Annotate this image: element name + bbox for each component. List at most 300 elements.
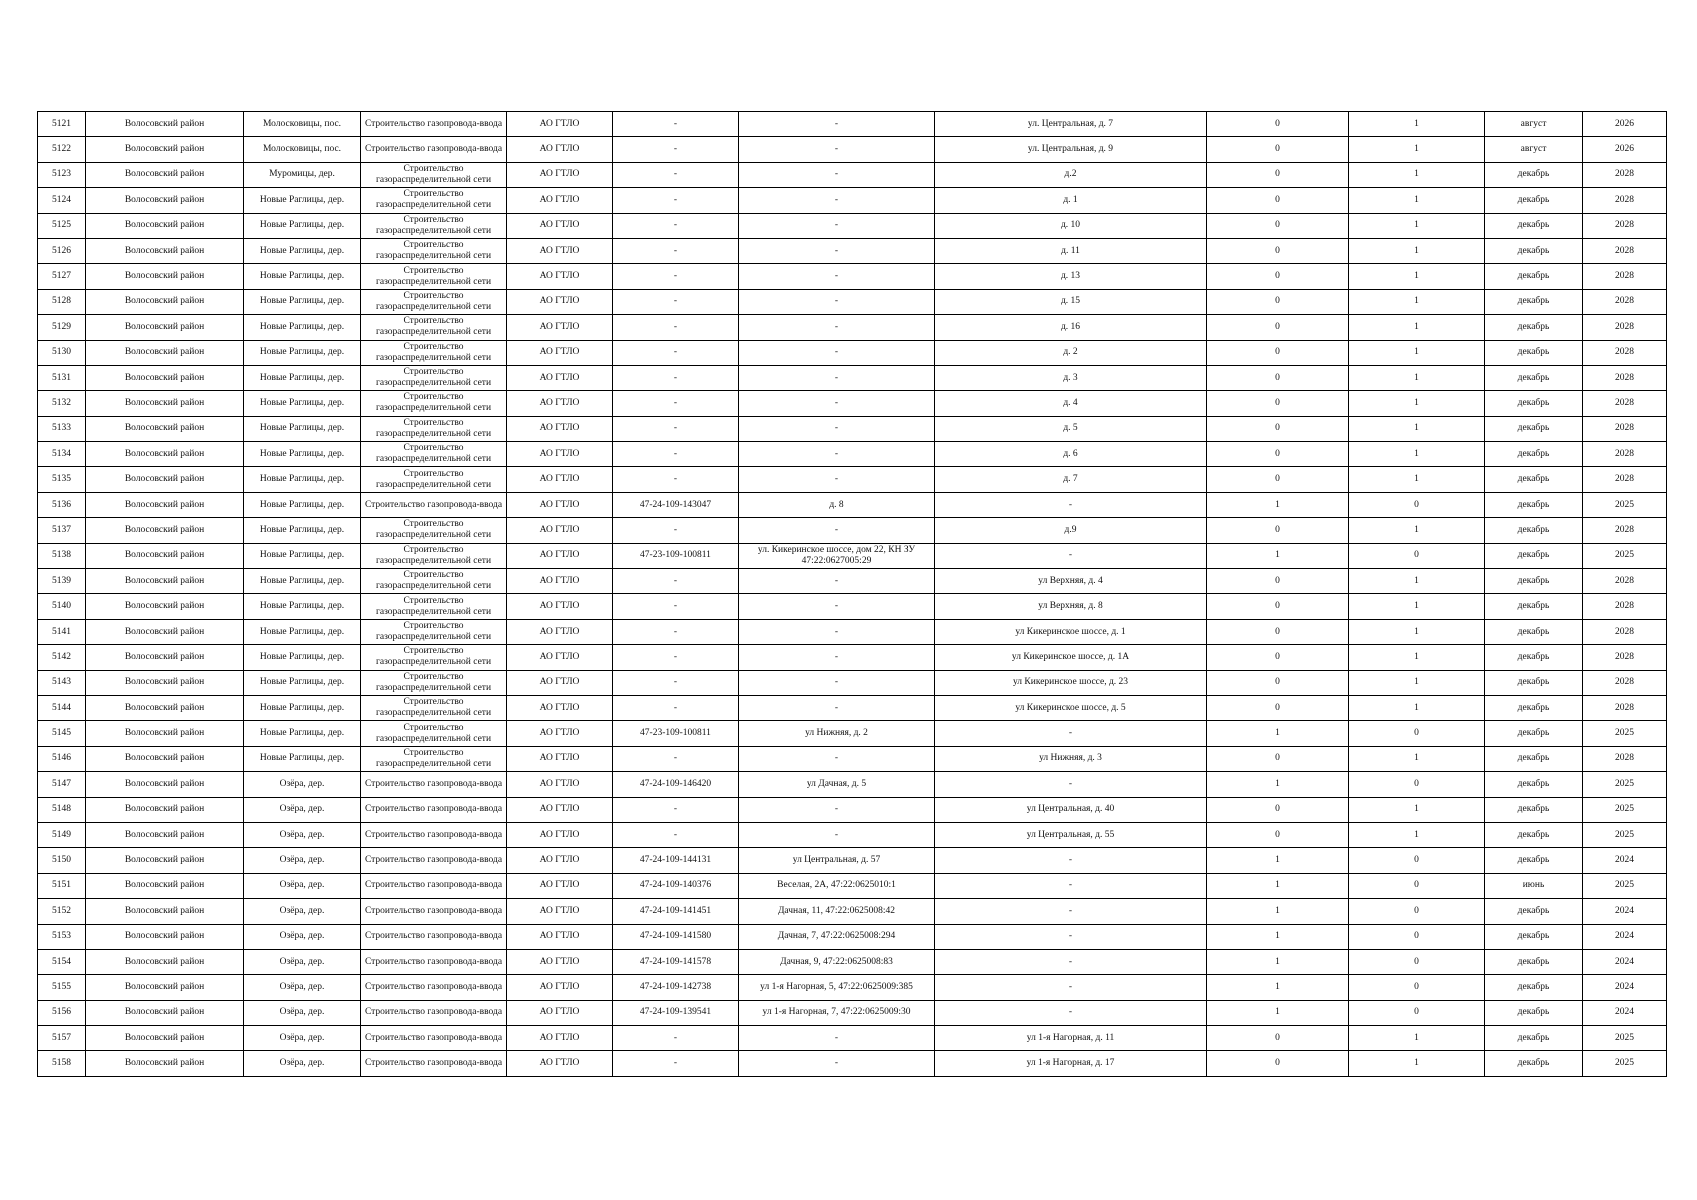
count-a-cell: 0 bbox=[1207, 467, 1349, 492]
count-a-cell: 0 bbox=[1207, 822, 1349, 847]
organization-cell: АО ГТЛО bbox=[507, 619, 613, 644]
month-cell: декабрь bbox=[1485, 518, 1583, 543]
organization-cell: АО ГТЛО bbox=[507, 1051, 613, 1076]
count-b-cell: 1 bbox=[1349, 822, 1485, 847]
application-number-cell: - bbox=[613, 112, 739, 137]
count-a-cell: 1 bbox=[1207, 924, 1349, 949]
application-address-cell: - bbox=[739, 1051, 935, 1076]
year-cell: 2026 bbox=[1583, 137, 1667, 162]
object-address-cell: д. 6 bbox=[935, 442, 1207, 467]
table-row bbox=[38, 645, 1667, 670]
table-row bbox=[38, 162, 1667, 187]
application-number-cell: 47-23-109-100811 bbox=[613, 721, 739, 746]
row-number-cell: 5123 bbox=[38, 162, 86, 187]
application-address-cell: ул Центральная, д. 57 bbox=[739, 848, 935, 873]
settlement-cell: Новые Раглицы, дер. bbox=[244, 670, 361, 695]
row-number-cell: 5122 bbox=[38, 137, 86, 162]
settlement-cell: Озёра, дер. bbox=[244, 975, 361, 1000]
year-cell: 2028 bbox=[1583, 594, 1667, 619]
district-cell: Волосовский район bbox=[86, 1026, 244, 1051]
year-cell: 2028 bbox=[1583, 289, 1667, 314]
application-number-cell: - bbox=[613, 365, 739, 390]
district-cell: Волосовский район bbox=[86, 645, 244, 670]
organization-cell: АО ГТЛО bbox=[507, 721, 613, 746]
year-cell: 2028 bbox=[1583, 315, 1667, 340]
year-cell: 2028 bbox=[1583, 746, 1667, 771]
object-address-cell: ул Кикеринское шоссе, д. 23 bbox=[935, 670, 1207, 695]
work-type-cell: Строительство газораспределительной сети bbox=[361, 442, 507, 467]
application-address-cell: ул 1-я Нагорная, 5, 47:22:0625009:385 bbox=[739, 975, 935, 1000]
count-a-cell: 0 bbox=[1207, 569, 1349, 594]
row-number-cell: 5144 bbox=[38, 695, 86, 720]
organization-cell: АО ГТЛО bbox=[507, 188, 613, 213]
work-type-cell: Строительство газораспределительной сети bbox=[361, 569, 507, 594]
year-cell: 2028 bbox=[1583, 365, 1667, 390]
object-address-cell: ул Центральная, д. 55 bbox=[935, 822, 1207, 847]
count-a-cell: 0 bbox=[1207, 391, 1349, 416]
organization-cell: АО ГТЛО bbox=[507, 645, 613, 670]
settlement-cell: Озёра, дер. bbox=[244, 924, 361, 949]
year-cell: 2024 bbox=[1583, 1000, 1667, 1025]
settlement-cell: Озёра, дер. bbox=[244, 848, 361, 873]
application-address-cell: - bbox=[739, 518, 935, 543]
application-address-cell: - bbox=[739, 112, 935, 137]
month-cell: декабрь bbox=[1485, 188, 1583, 213]
settlement-cell: Новые Раглицы, дер. bbox=[244, 289, 361, 314]
count-b-cell: 1 bbox=[1349, 365, 1485, 390]
year-cell: 2028 bbox=[1583, 264, 1667, 289]
year-cell: 2024 bbox=[1583, 848, 1667, 873]
settlement-cell: Новые Раглицы, дер. bbox=[244, 365, 361, 390]
application-address-cell: - bbox=[739, 264, 935, 289]
count-a-cell: 0 bbox=[1207, 289, 1349, 314]
table-row bbox=[38, 1000, 1667, 1025]
month-cell: декабрь bbox=[1485, 365, 1583, 390]
month-cell: декабрь bbox=[1485, 1051, 1583, 1076]
row-number-cell: 5141 bbox=[38, 619, 86, 644]
district-cell: Волосовский район bbox=[86, 137, 244, 162]
year-cell: 2025 bbox=[1583, 721, 1667, 746]
year-cell: 2028 bbox=[1583, 670, 1667, 695]
row-number-cell: 5135 bbox=[38, 467, 86, 492]
count-b-cell: 1 bbox=[1349, 695, 1485, 720]
table-row bbox=[38, 772, 1667, 797]
application-number-cell: 47-24-109-144131 bbox=[613, 848, 739, 873]
count-b-cell: 1 bbox=[1349, 238, 1485, 263]
application-number-cell: 47-24-109-139541 bbox=[613, 1000, 739, 1025]
row-number-cell: 5134 bbox=[38, 442, 86, 467]
row-number-cell: 5129 bbox=[38, 315, 86, 340]
count-b-cell: 1 bbox=[1349, 162, 1485, 187]
settlement-cell: Новые Раглицы, дер. bbox=[244, 391, 361, 416]
table-row bbox=[38, 848, 1667, 873]
application-address-cell: Веселая, 2А, 47:22:0625010:1 bbox=[739, 873, 935, 898]
organization-cell: АО ГТЛО bbox=[507, 391, 613, 416]
year-cell: 2028 bbox=[1583, 238, 1667, 263]
object-address-cell: ул Верхняя, д. 4 bbox=[935, 569, 1207, 594]
object-address-cell: д.2 bbox=[935, 162, 1207, 187]
settlement-cell: Новые Раглицы, дер. bbox=[244, 569, 361, 594]
month-cell: август bbox=[1485, 112, 1583, 137]
work-type-cell: Строительство газораспределительной сети bbox=[361, 721, 507, 746]
organization-cell: АО ГТЛО bbox=[507, 238, 613, 263]
count-b-cell: 0 bbox=[1349, 899, 1485, 924]
year-cell: 2028 bbox=[1583, 416, 1667, 441]
count-a-cell: 1 bbox=[1207, 492, 1349, 517]
district-cell: Волосовский район bbox=[86, 492, 244, 517]
district-cell: Волосовский район bbox=[86, 467, 244, 492]
settlement-cell: Новые Раглицы, дер. bbox=[244, 213, 361, 238]
work-type-cell: Строительство газораспределительной сети bbox=[361, 746, 507, 771]
year-cell: 2028 bbox=[1583, 645, 1667, 670]
count-a-cell: 0 bbox=[1207, 518, 1349, 543]
row-number-cell: 5154 bbox=[38, 949, 86, 974]
application-number-cell: - bbox=[613, 1026, 739, 1051]
organization-cell: АО ГТЛО bbox=[507, 873, 613, 898]
year-cell: 2028 bbox=[1583, 467, 1667, 492]
row-number-cell: 5137 bbox=[38, 518, 86, 543]
row-number-cell: 5121 bbox=[38, 112, 86, 137]
district-cell: Волосовский район bbox=[86, 1051, 244, 1076]
work-type-cell: Строительство газопровода-ввода bbox=[361, 1051, 507, 1076]
count-b-cell: 1 bbox=[1349, 188, 1485, 213]
count-a-cell: 0 bbox=[1207, 188, 1349, 213]
organization-cell: АО ГТЛО bbox=[507, 137, 613, 162]
table-row bbox=[38, 797, 1667, 822]
application-address-cell: - bbox=[739, 1026, 935, 1051]
work-type-cell: Строительство газораспределительной сети bbox=[361, 162, 507, 187]
count-b-cell: 0 bbox=[1349, 924, 1485, 949]
organization-cell: АО ГТЛО bbox=[507, 340, 613, 365]
organization-cell: АО ГТЛО bbox=[507, 797, 613, 822]
table-row bbox=[38, 1051, 1667, 1076]
row-number-cell: 5136 bbox=[38, 492, 86, 517]
application-number-cell: 47-24-109-141578 bbox=[613, 949, 739, 974]
month-cell: декабрь bbox=[1485, 416, 1583, 441]
application-number-cell: - bbox=[613, 1051, 739, 1076]
work-type-cell: Строительство газопровода-ввода bbox=[361, 822, 507, 847]
object-address-cell: ул Нижняя, д. 3 bbox=[935, 746, 1207, 771]
application-number-cell: 47-24-109-140376 bbox=[613, 873, 739, 898]
row-number-cell: 5150 bbox=[38, 848, 86, 873]
row-number-cell: 5130 bbox=[38, 340, 86, 365]
settlement-cell: Озёра, дер. bbox=[244, 1026, 361, 1051]
settlement-cell: Новые Раглицы, дер. bbox=[244, 695, 361, 720]
work-type-cell: Строительство газораспределительной сети bbox=[361, 543, 507, 568]
object-address-cell: д. 10 bbox=[935, 213, 1207, 238]
work-type-cell: Строительство газопровода-ввода bbox=[361, 797, 507, 822]
month-cell: декабрь bbox=[1485, 315, 1583, 340]
table-row bbox=[38, 670, 1667, 695]
district-cell: Волосовский район bbox=[86, 416, 244, 441]
table-row bbox=[38, 492, 1667, 517]
organization-cell: АО ГТЛО bbox=[507, 975, 613, 1000]
count-b-cell: 0 bbox=[1349, 949, 1485, 974]
district-cell: Волосовский район bbox=[86, 569, 244, 594]
count-a-cell: 0 bbox=[1207, 264, 1349, 289]
organization-cell: АО ГТЛО bbox=[507, 289, 613, 314]
month-cell: декабрь bbox=[1485, 213, 1583, 238]
row-number-cell: 5138 bbox=[38, 543, 86, 568]
table-row bbox=[38, 924, 1667, 949]
settlement-cell: Озёра, дер. bbox=[244, 899, 361, 924]
row-number-cell: 5147 bbox=[38, 772, 86, 797]
object-address-cell: - bbox=[935, 772, 1207, 797]
row-number-cell: 5145 bbox=[38, 721, 86, 746]
count-b-cell: 0 bbox=[1349, 975, 1485, 1000]
count-a-cell: 0 bbox=[1207, 137, 1349, 162]
work-type-cell: Строительство газораспределительной сети bbox=[361, 264, 507, 289]
count-a-cell: 0 bbox=[1207, 340, 1349, 365]
object-address-cell: д. 4 bbox=[935, 391, 1207, 416]
count-a-cell: 0 bbox=[1207, 619, 1349, 644]
table-row bbox=[38, 137, 1667, 162]
count-b-cell: 1 bbox=[1349, 645, 1485, 670]
count-a-cell: 0 bbox=[1207, 442, 1349, 467]
year-cell: 2025 bbox=[1583, 873, 1667, 898]
object-address-cell: д. 7 bbox=[935, 467, 1207, 492]
work-type-cell: Строительство газораспределительной сети bbox=[361, 315, 507, 340]
work-type-cell: Строительство газораспределительной сети bbox=[361, 518, 507, 543]
row-number-cell: 5153 bbox=[38, 924, 86, 949]
work-type-cell: Строительство газопровода-ввода bbox=[361, 137, 507, 162]
application-address-cell: ул Дачная, д. 5 bbox=[739, 772, 935, 797]
month-cell: декабрь bbox=[1485, 238, 1583, 263]
work-type-cell: Строительство газораспределительной сети bbox=[361, 365, 507, 390]
row-number-cell: 5148 bbox=[38, 797, 86, 822]
application-address-cell: ул 1-я Нагорная, 7, 47:22:0625009:30 bbox=[739, 1000, 935, 1025]
table-row bbox=[38, 873, 1667, 898]
district-cell: Волосовский район bbox=[86, 543, 244, 568]
organization-cell: АО ГТЛО bbox=[507, 162, 613, 187]
application-address-cell: - bbox=[739, 162, 935, 187]
application-address-cell: - bbox=[739, 137, 935, 162]
count-a-cell: 1 bbox=[1207, 949, 1349, 974]
district-cell: Волосовский район bbox=[86, 188, 244, 213]
row-number-cell: 5149 bbox=[38, 822, 86, 847]
object-address-cell: ул Кикеринское шоссе, д. 5 bbox=[935, 695, 1207, 720]
application-address-cell: - bbox=[739, 213, 935, 238]
row-number-cell: 5125 bbox=[38, 213, 86, 238]
settlement-cell: Новые Раглицы, дер. bbox=[244, 746, 361, 771]
year-cell: 2025 bbox=[1583, 822, 1667, 847]
organization-cell: АО ГТЛО bbox=[507, 746, 613, 771]
application-address-cell: - bbox=[739, 289, 935, 314]
count-a-cell: 0 bbox=[1207, 645, 1349, 670]
application-address-cell: - bbox=[739, 365, 935, 390]
work-type-cell: Строительство газопровода-ввода bbox=[361, 949, 507, 974]
application-number-cell: - bbox=[613, 391, 739, 416]
count-a-cell: 0 bbox=[1207, 315, 1349, 340]
application-number-cell: - bbox=[613, 264, 739, 289]
month-cell: июнь bbox=[1485, 873, 1583, 898]
work-type-cell: Строительство газопровода-ввода bbox=[361, 772, 507, 797]
table-row bbox=[38, 518, 1667, 543]
object-address-cell: д. 13 bbox=[935, 264, 1207, 289]
settlement-cell: Озёра, дер. bbox=[244, 797, 361, 822]
object-address-cell: ул Верхняя, д. 8 bbox=[935, 594, 1207, 619]
application-address-cell: - bbox=[739, 619, 935, 644]
work-type-cell: Строительство газораспределительной сети bbox=[361, 416, 507, 441]
row-number-cell: 5143 bbox=[38, 670, 86, 695]
object-address-cell: д. 11 bbox=[935, 238, 1207, 263]
year-cell: 2025 bbox=[1583, 797, 1667, 822]
work-type-cell: Строительство газопровода-ввода bbox=[361, 924, 507, 949]
month-cell: декабрь bbox=[1485, 569, 1583, 594]
application-number-cell: - bbox=[613, 162, 739, 187]
object-address-cell: - bbox=[935, 492, 1207, 517]
application-address-cell: ул Нижняя, д. 2 bbox=[739, 721, 935, 746]
row-number-cell: 5142 bbox=[38, 645, 86, 670]
settlement-cell: Новые Раглицы, дер. bbox=[244, 188, 361, 213]
count-a-cell: 1 bbox=[1207, 772, 1349, 797]
count-a-cell: 0 bbox=[1207, 1026, 1349, 1051]
month-cell: декабрь bbox=[1485, 899, 1583, 924]
year-cell: 2028 bbox=[1583, 213, 1667, 238]
application-address-cell: - bbox=[739, 315, 935, 340]
year-cell: 2025 bbox=[1583, 1051, 1667, 1076]
application-number-cell: - bbox=[613, 442, 739, 467]
row-number-cell: 5157 bbox=[38, 1026, 86, 1051]
object-address-cell: д. 16 bbox=[935, 315, 1207, 340]
organization-cell: АО ГТЛО bbox=[507, 365, 613, 390]
year-cell: 2028 bbox=[1583, 619, 1667, 644]
application-number-cell: 47-24-109-141580 bbox=[613, 924, 739, 949]
object-address-cell: ул 1-я Нагорная, д. 11 bbox=[935, 1026, 1207, 1051]
application-number-cell: - bbox=[613, 822, 739, 847]
organization-cell: АО ГТЛО bbox=[507, 315, 613, 340]
count-a-cell: 1 bbox=[1207, 975, 1349, 1000]
count-b-cell: 1 bbox=[1349, 467, 1485, 492]
organization-cell: АО ГТЛО bbox=[507, 467, 613, 492]
table-row bbox=[38, 949, 1667, 974]
table-row bbox=[38, 695, 1667, 720]
work-type-cell: Строительство газораспределительной сети bbox=[361, 670, 507, 695]
count-b-cell: 1 bbox=[1349, 416, 1485, 441]
month-cell: декабрь bbox=[1485, 1026, 1583, 1051]
settlement-cell: Озёра, дер. bbox=[244, 949, 361, 974]
work-type-cell: Строительство газораспределительной сети bbox=[361, 619, 507, 644]
object-address-cell: - bbox=[935, 924, 1207, 949]
application-address-cell: Дачная, 11, 47:22:0625008:42 bbox=[739, 899, 935, 924]
district-cell: Волосовский район bbox=[86, 670, 244, 695]
table-row bbox=[38, 899, 1667, 924]
count-b-cell: 1 bbox=[1349, 315, 1485, 340]
year-cell: 2024 bbox=[1583, 924, 1667, 949]
object-address-cell: - bbox=[935, 899, 1207, 924]
organization-cell: АО ГТЛО bbox=[507, 569, 613, 594]
count-b-cell: 1 bbox=[1349, 137, 1485, 162]
organization-cell: АО ГТЛО bbox=[507, 949, 613, 974]
count-b-cell: 0 bbox=[1349, 1000, 1485, 1025]
table-row bbox=[38, 391, 1667, 416]
application-address-cell: - bbox=[739, 746, 935, 771]
organization-cell: АО ГТЛО bbox=[507, 1026, 613, 1051]
organization-cell: АО ГТЛО bbox=[507, 492, 613, 517]
settlement-cell: Новые Раглицы, дер. bbox=[244, 467, 361, 492]
table-row bbox=[38, 746, 1667, 771]
application-address-cell: - bbox=[739, 569, 935, 594]
count-b-cell: 1 bbox=[1349, 619, 1485, 644]
district-cell: Волосовский район bbox=[86, 873, 244, 898]
table-row bbox=[38, 213, 1667, 238]
table-row bbox=[38, 238, 1667, 263]
district-cell: Волосовский район bbox=[86, 289, 244, 314]
object-address-cell: ул 1-я Нагорная, д. 17 bbox=[935, 1051, 1207, 1076]
month-cell: декабрь bbox=[1485, 619, 1583, 644]
count-a-cell: 1 bbox=[1207, 543, 1349, 568]
organization-cell: АО ГТЛО bbox=[507, 518, 613, 543]
month-cell: декабрь bbox=[1485, 746, 1583, 771]
table-row bbox=[38, 975, 1667, 1000]
row-number-cell: 5151 bbox=[38, 873, 86, 898]
work-type-cell: Строительство газопровода-ввода bbox=[361, 492, 507, 517]
work-type-cell: Строительство газораспределительной сети bbox=[361, 467, 507, 492]
table-row bbox=[38, 289, 1667, 314]
year-cell: 2028 bbox=[1583, 188, 1667, 213]
object-address-cell: д. 1 bbox=[935, 188, 1207, 213]
count-a-cell: 0 bbox=[1207, 1051, 1349, 1076]
object-address-cell: - bbox=[935, 975, 1207, 1000]
month-cell: декабрь bbox=[1485, 264, 1583, 289]
application-number-cell: - bbox=[613, 416, 739, 441]
application-number-cell: 47-24-109-143047 bbox=[613, 492, 739, 517]
settlement-cell: Новые Раглицы, дер. bbox=[244, 645, 361, 670]
application-number-cell: - bbox=[613, 569, 739, 594]
district-cell: Волосовский район bbox=[86, 594, 244, 619]
district-cell: Волосовский район bbox=[86, 721, 244, 746]
table-body bbox=[38, 112, 1667, 1077]
organization-cell: АО ГТЛО bbox=[507, 416, 613, 441]
count-a-cell: 0 bbox=[1207, 365, 1349, 390]
month-cell: декабрь bbox=[1485, 543, 1583, 568]
month-cell: декабрь bbox=[1485, 772, 1583, 797]
year-cell: 2028 bbox=[1583, 518, 1667, 543]
object-address-cell: ул Кикеринское шоссе, д. 1 bbox=[935, 619, 1207, 644]
settlement-cell: Озёра, дер. bbox=[244, 873, 361, 898]
organization-cell: АО ГТЛО bbox=[507, 213, 613, 238]
work-type-cell: Строительство газораспределительной сети bbox=[361, 594, 507, 619]
count-b-cell: 1 bbox=[1349, 213, 1485, 238]
district-cell: Волосовский район bbox=[86, 822, 244, 847]
month-cell: декабрь bbox=[1485, 492, 1583, 517]
count-b-cell: 1 bbox=[1349, 340, 1485, 365]
application-number-cell: - bbox=[613, 746, 739, 771]
settlement-cell: Новые Раглицы, дер. bbox=[244, 340, 361, 365]
district-cell: Волосовский район bbox=[86, 619, 244, 644]
table-row bbox=[38, 188, 1667, 213]
work-type-cell: Строительство газораспределительной сети bbox=[361, 188, 507, 213]
district-cell: Волосовский район bbox=[86, 112, 244, 137]
work-type-cell: Строительство газопровода-ввода bbox=[361, 848, 507, 873]
month-cell: август bbox=[1485, 137, 1583, 162]
table-row bbox=[38, 112, 1667, 137]
application-address-cell: - bbox=[739, 645, 935, 670]
month-cell: декабрь bbox=[1485, 670, 1583, 695]
count-a-cell: 0 bbox=[1207, 112, 1349, 137]
application-number-cell: - bbox=[613, 670, 739, 695]
settlement-cell: Молосковицы, пос. bbox=[244, 112, 361, 137]
count-b-cell: 1 bbox=[1349, 289, 1485, 314]
settlement-cell: Озёра, дер. bbox=[244, 1051, 361, 1076]
object-address-cell: - bbox=[935, 543, 1207, 568]
year-cell: 2024 bbox=[1583, 975, 1667, 1000]
work-type-cell: Строительство газораспределительной сети bbox=[361, 391, 507, 416]
object-address-cell: ул. Центральная, д. 9 bbox=[935, 137, 1207, 162]
count-a-cell: 0 bbox=[1207, 162, 1349, 187]
application-number-cell: - bbox=[613, 645, 739, 670]
application-number-cell: - bbox=[613, 289, 739, 314]
